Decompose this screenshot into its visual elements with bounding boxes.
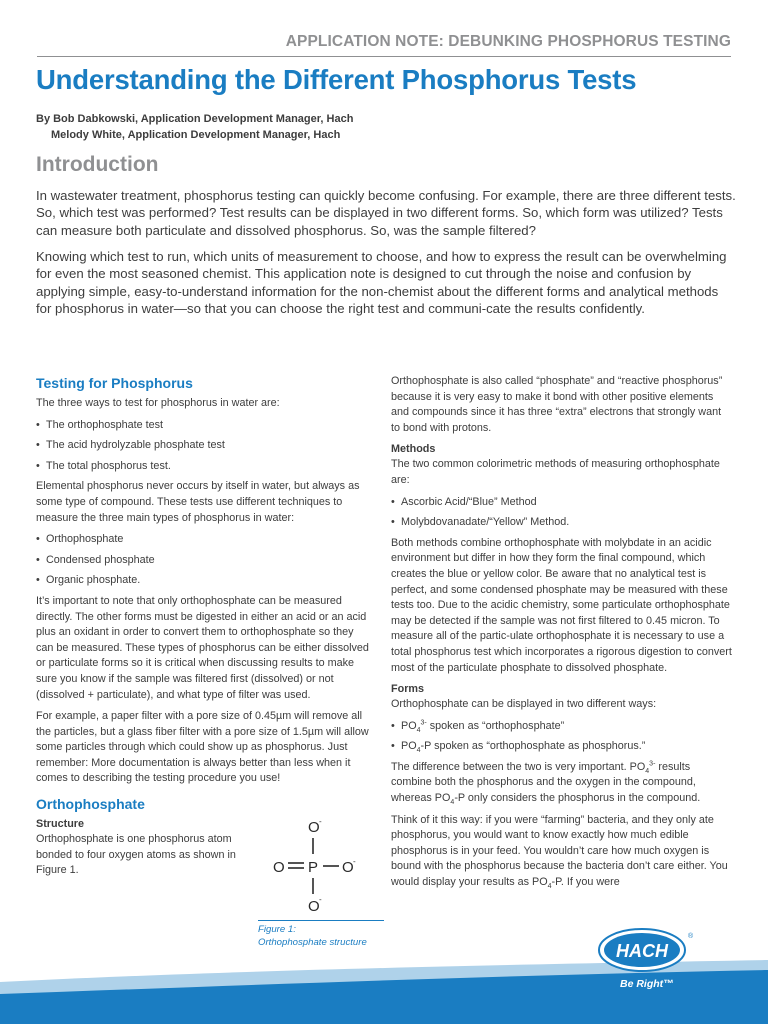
brand-tagline: Be Right™ xyxy=(620,978,674,990)
charge-label: - xyxy=(319,895,322,904)
charge-label: - xyxy=(319,817,322,826)
testing-heading: Testing for Phosphorus xyxy=(36,375,193,391)
logo-text: HACH xyxy=(616,941,668,961)
list-item: • $PO_4^{3-}$ spoken as “orthophosphate” xyxy=(391,719,565,734)
forms-intro-text: Orthophosphate can be displayed in two different ways: xyxy=(391,698,657,711)
document-category-label: APPLICATION NOTE: DEBUNKING PHOSPHORUS TESTING xyxy=(285,33,731,50)
reactive-phosphorus-paragraph: Orthophosphate is also called “phosphate” and “reactive phosphorus” because it is very easy to make it bond with other positive elements and compounds since it has three “extra” electrons that strongly want to bond with protons. xyxy=(391,375,723,434)
methods-detail-paragraph: Both methods combine orthophosphate with molybdate in an acidic environment but differ in how they form the final compound, which creates the blue or yellow color. Be aware that no analytical test is perfect, and some condensed phosphate may be measured with these tests too. Due to the acidic chemistry, some particulate orthophosphate may be detected if the sample was not first filtered to 0.45 micron. To measure all of the partic-ulate orthophosphate it is necessary to use a total phosphorus test which incorporates a rigorous digestion to convert most of the particulate phosphate to dissolved phosphate. xyxy=(391,536,732,674)
figure-divider xyxy=(258,920,384,921)
list-item: • Condensed phosphate xyxy=(36,553,155,566)
farming-paragraph: Think of it this way: if you were “farming” bacteria, and they only ate phosphorus, you would want to know exactly how much edible phosphorus is in your feed. You wouldn’t care how much oxygen is bound with the phosphorus because the bacteria don’t care either. You would display your results as $PO_4-P$. If you were xyxy=(391,813,728,891)
page-title: Understanding the Different Phosphorus Tests xyxy=(36,64,637,95)
oxygen-bottom-label: O xyxy=(308,898,320,915)
structure-paragraph: Orthophosphate is one phosphorus atom bonded to four oxygen atoms as shown in Figure 1. xyxy=(36,833,236,877)
charge-label: - xyxy=(353,857,356,866)
list-item: • Organic phosphate. xyxy=(36,574,141,587)
intro-paragraph-1: In wastewater treatment, phosphorus testing can quickly become confusing. For example, there are three different tests. So, which test was performed? Test results can be displayed in two different forms. So, which form was utilized? Tests can measure both particulate and dissolved phosphorus. So, was the sample filtered? xyxy=(36,188,736,238)
list-item: • $PO_4-P$ spoken as “orthophosphate as phosphorus.” xyxy=(391,740,646,755)
compound-paragraph: Elemental phosphorus never occurs by itself in water, but always as some type of compound. These tests use different techniques to measure the three main types of phosphorus in water: xyxy=(36,480,360,524)
difference-paragraph: The difference between the two is very important. $PO_4^{3-}$ results combine both the phosphorus and the oxygen in the compound, whereas $PO_4-P$ only considers the phosphorus in the compound. xyxy=(391,760,701,807)
test-types-list xyxy=(36,418,372,475)
methods-list xyxy=(391,495,732,531)
orthophosphate-structure-diagram xyxy=(258,816,384,916)
filter-paragraph: For example, a paper filter with a pore size of 0.45µm will remove all the particles, but a glass fiber filter with a pore size of 1.5µm will allow some particles through which could show up as phosphorus. Just remember: More documentation is always better than less when it comes to describing the testing procedure you use! xyxy=(36,710,369,785)
oxygen-left-label: O xyxy=(273,859,285,876)
phosphorus-label: P xyxy=(308,859,319,876)
left-column xyxy=(36,374,372,885)
author-line-2: Melody White, Application Development Manager, Hach xyxy=(51,129,341,141)
digestion-paragraph: It’s important to note that only orthophosphate can be measured directly. The other forms must be digested in either an acid or an acid plus an oxidant in order to convert them to orthophosphate so they can be measured. These types of phosphorus can be either dissolved or particulate forms so it is critical when discussing results to make sure you know if the sample was filtered first (dissolved) or not (dissolved + particulate), and what type of filter was used. xyxy=(36,594,369,701)
intro-heading: Introduction xyxy=(36,153,159,176)
right-column xyxy=(391,374,732,897)
structure-subheading: Structure xyxy=(36,818,84,831)
methods-heading: Methods xyxy=(391,443,436,456)
oxygen-top-label: O xyxy=(308,819,320,836)
orthophosphate-heading: Orthophosphate xyxy=(36,796,145,813)
registered-mark: ® xyxy=(688,933,694,940)
list-item: • Orthophosphate xyxy=(36,533,124,546)
figure-caption-number: Figure 1: xyxy=(258,924,296,935)
methods-intro-text: The two common colorimetric methods of measuring orthophosphate are: xyxy=(391,458,720,486)
forms-heading: Forms xyxy=(391,683,424,696)
intro-paragraph-2: Knowing which test to run, which units of measurement to choose, and how to express the result can be overwhelming for even the most seasoned chemist. This application note is designed to cut through the noise and confusion by applying simple, easy-to-understand information for the non-chemist about the different forms and analytical methods for phosphorus in water—so that you can choose the right test and communi-cate the results confidently. xyxy=(36,249,727,317)
list-item: • The acid hydrolyzable phosphate test xyxy=(36,439,225,452)
hach-logo xyxy=(598,928,694,972)
list-item: • Molybdovanadate/“Yellow” Method. xyxy=(391,516,570,529)
forms-list xyxy=(391,719,732,755)
phosphorus-types-list xyxy=(36,532,372,589)
figure-caption-text: Orthophosphate structure xyxy=(258,937,367,948)
oxygen-right-label: O xyxy=(342,859,354,876)
author-line-1: By Bob Dabkowski, Application Development Manager, Hach xyxy=(36,113,354,125)
figure-caption xyxy=(258,923,367,949)
list-item: • The orthophosphate test xyxy=(36,418,164,431)
header-divider xyxy=(37,56,731,57)
list-item: • The total phosphorus test. xyxy=(36,459,171,472)
testing-intro-text: The three ways to test for phosphorus in water are: xyxy=(36,397,280,409)
list-item: • Ascorbic Acid/“Blue” Method xyxy=(391,495,537,508)
